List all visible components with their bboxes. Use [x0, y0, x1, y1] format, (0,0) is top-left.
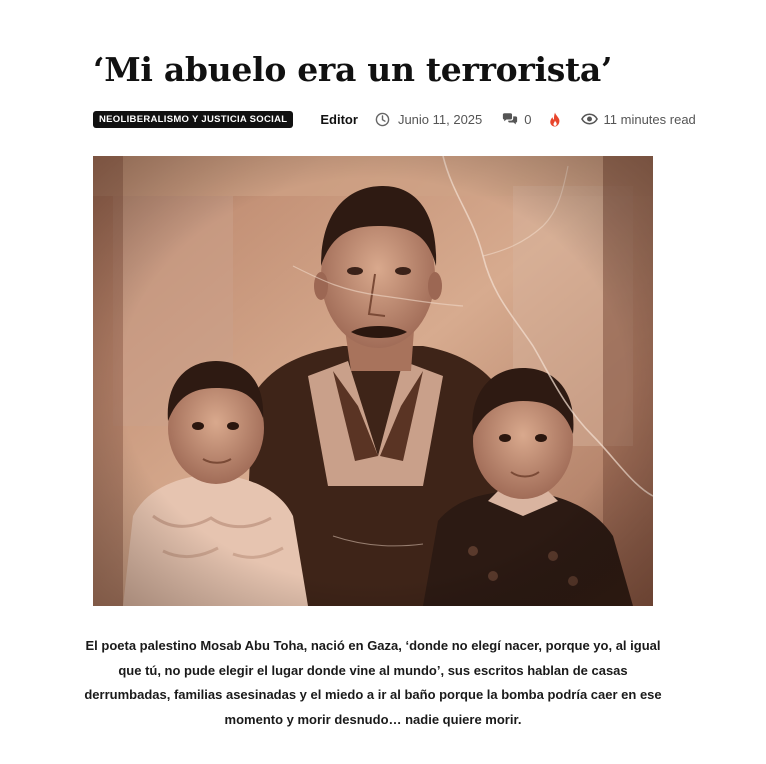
- article-meta: [93, 108, 713, 130]
- date-text: Junio 11, 2025: [397, 111, 483, 127]
- featured-image[interactable]: [93, 156, 653, 606]
- comments-link[interactable]: [502, 112, 531, 127]
- speech-bubbles-icon: [502, 112, 524, 126]
- read-time: [581, 112, 696, 127]
- read-time-text: 11 minutes read: [603, 111, 696, 127]
- category-badge[interactable]: NEOLIBERALISMO Y JUSTICIA SOCIAL: [93, 111, 293, 128]
- fire-icon: [549, 112, 561, 127]
- article-title: ‘Mi abuelo era un terrorista’: [93, 50, 613, 89]
- clock-icon: [375, 112, 398, 127]
- trending-indicator: [549, 112, 561, 127]
- eye-icon: [581, 113, 604, 125]
- publish-date: [375, 112, 482, 127]
- article-excerpt: El poeta palestino Mosab Abu Toha, nació en Gaza, ‘donde no elegí nacer, porque yo, al igual que tú, no pude elegir el lugar donde vine al mundo’, sus escritos hablan de casas derrumbadas, familias asesinadas y el miedo a ir al baño porque la bomba podría caer en ese momento y morir desnudo… nadie quiere morir.: [84, 638, 662, 727]
- author-link[interactable]: Editor: [320, 111, 358, 127]
- comments-count: 0: [524, 111, 532, 127]
